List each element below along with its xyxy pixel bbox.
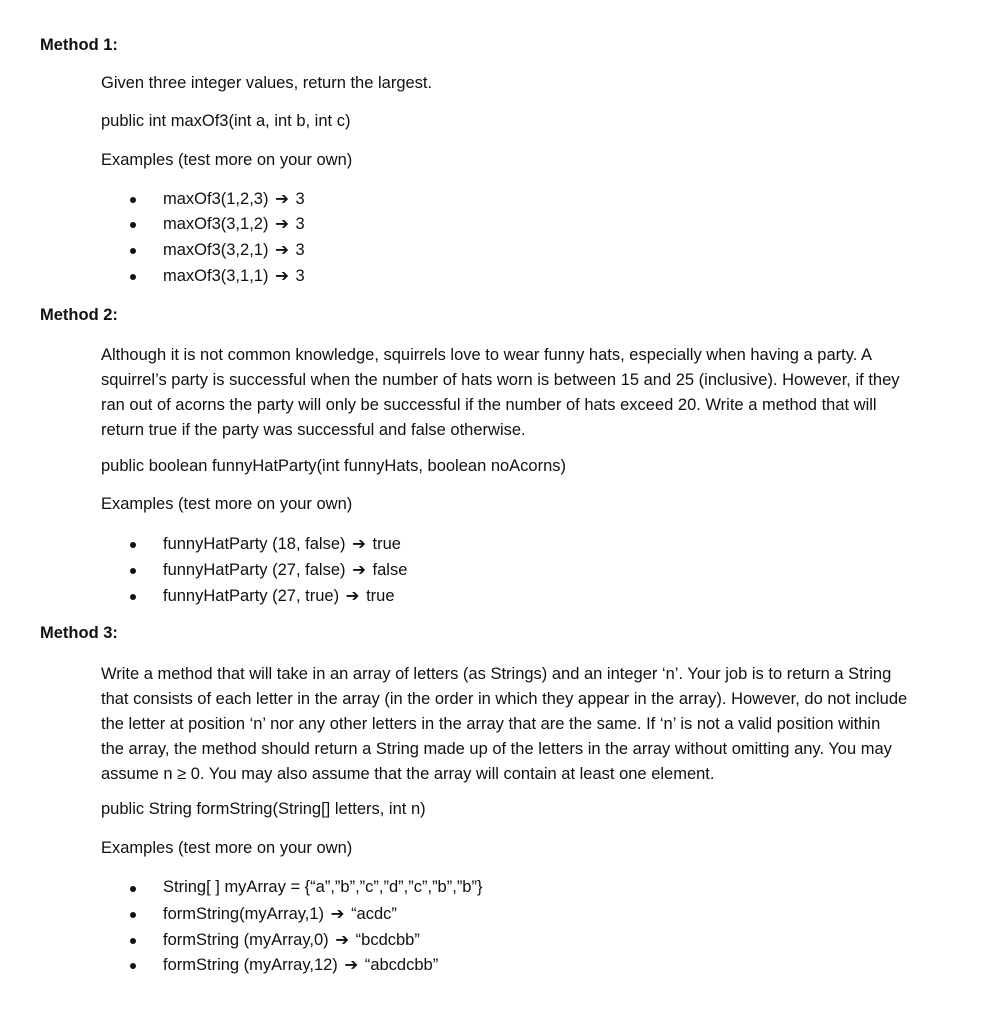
array-declaration: String[ ] myArray = {“a”,”b”,”c”,”d”,”c”,”b”,”b”} bbox=[163, 878, 483, 896]
method2-examples-label: Examples (test more on your own) bbox=[101, 495, 353, 513]
example-call: maxOf3(1,2,3) bbox=[163, 190, 269, 208]
bullet-icon bbox=[130, 274, 136, 280]
example-call: maxOf3(3,2,1) bbox=[163, 241, 269, 259]
example-result: “acdc” bbox=[351, 905, 397, 923]
description-line: assume n ≥ 0. You may also assume that the array will contain at least one element. bbox=[101, 765, 715, 783]
arrow-right-icon: ➔ bbox=[275, 215, 289, 233]
description-line: ran out of acorns the party will only be successful if the number of hats exceed 20. Write a method that will bbox=[101, 396, 877, 414]
method3-heading: Method 3: bbox=[40, 624, 118, 642]
arrow-right-icon: ➔ bbox=[330, 905, 345, 923]
bullet-icon bbox=[130, 886, 136, 892]
example-call: formString (myArray,12) bbox=[163, 956, 338, 974]
example-result: true bbox=[366, 587, 395, 605]
bullet-icon bbox=[130, 542, 136, 548]
bullet-icon bbox=[130, 248, 136, 254]
arrow-right-icon: ➔ bbox=[275, 241, 289, 259]
method1-examples-label: Examples (test more on your own) bbox=[101, 151, 353, 169]
method1-signature: public int maxOf3(int a, int b, int c) bbox=[101, 112, 351, 130]
method3-signature: public String formString(String[] letters, int n) bbox=[101, 800, 426, 818]
description-line: Write a method that will take in an array of letters (as Strings) and an integer ‘n’. Your job is to return a String bbox=[101, 665, 892, 683]
arrow-right-icon: ➔ bbox=[275, 267, 289, 285]
example-call: funnyHatParty (27, true) bbox=[163, 587, 340, 605]
bullet-icon bbox=[130, 197, 136, 203]
arrow-right-icon: ➔ bbox=[344, 956, 359, 974]
example-result: 3 bbox=[295, 215, 305, 233]
description-line: squirrel’s party is successful when the number of hats worn is between 15 and 25 (inclusive). However, if they bbox=[101, 371, 900, 389]
description-line: the array, the method should return a String made up of the letters in the array without omitting any. You may bbox=[101, 740, 892, 758]
bullet-icon bbox=[130, 568, 136, 574]
method2-signature: public boolean funnyHatParty(int funnyHats, boolean noAcorns) bbox=[101, 457, 567, 475]
arrow-right-icon: ➔ bbox=[352, 561, 366, 579]
method3-description bbox=[101, 662, 961, 787]
description-line: return true if the party was successful and false otherwise. bbox=[101, 421, 526, 439]
bullet-icon bbox=[130, 938, 136, 944]
arrow-right-icon: ➔ bbox=[335, 931, 350, 949]
example-result: true bbox=[372, 535, 401, 553]
arrow-right-icon: ➔ bbox=[352, 535, 366, 553]
bullet-icon bbox=[130, 222, 136, 228]
example-call: formString(myArray,1) bbox=[163, 905, 325, 923]
example-call: maxOf3(3,1,1) bbox=[163, 267, 269, 285]
arrow-right-icon: ➔ bbox=[275, 190, 289, 208]
arrow-right-icon: ➔ bbox=[345, 587, 360, 605]
description-line: Although it is not common knowledge, squirrels love to wear funny hats, especially when having a party. A bbox=[101, 346, 873, 364]
method3-examples-label: Examples (test more on your own) bbox=[101, 839, 353, 857]
example-result: “bcdcbb” bbox=[355, 931, 420, 949]
method1-description: Given three integer values, return the largest. bbox=[101, 74, 433, 92]
example-call: funnyHatParty (18, false) bbox=[163, 535, 346, 553]
example-call: formString (myArray,0) bbox=[163, 931, 329, 949]
bullet-icon bbox=[130, 963, 136, 969]
description-line: that consists of each letter in the array (in the order in which they appear in the array). However, do not include bbox=[101, 690, 908, 708]
description-line: the letter at position ‘n’ nor any other letters in the array that are the same. If ‘n’ is not a valid position within bbox=[101, 715, 881, 733]
bullet-icon bbox=[130, 594, 136, 600]
example-call: funnyHatParty (27, false) bbox=[163, 561, 346, 579]
example-result: 3 bbox=[295, 241, 305, 259]
method2-description bbox=[101, 343, 961, 443]
example-result: “abcdcbb” bbox=[364, 956, 439, 974]
example-result: 3 bbox=[295, 190, 305, 208]
bullet-icon bbox=[130, 912, 136, 918]
method2-heading: Method 2: bbox=[40, 306, 118, 324]
example-result: 3 bbox=[295, 267, 305, 285]
example-result: false bbox=[372, 561, 408, 579]
example-call: maxOf3(3,1,2) bbox=[163, 215, 269, 233]
method1-heading: Method 1: bbox=[40, 36, 118, 54]
